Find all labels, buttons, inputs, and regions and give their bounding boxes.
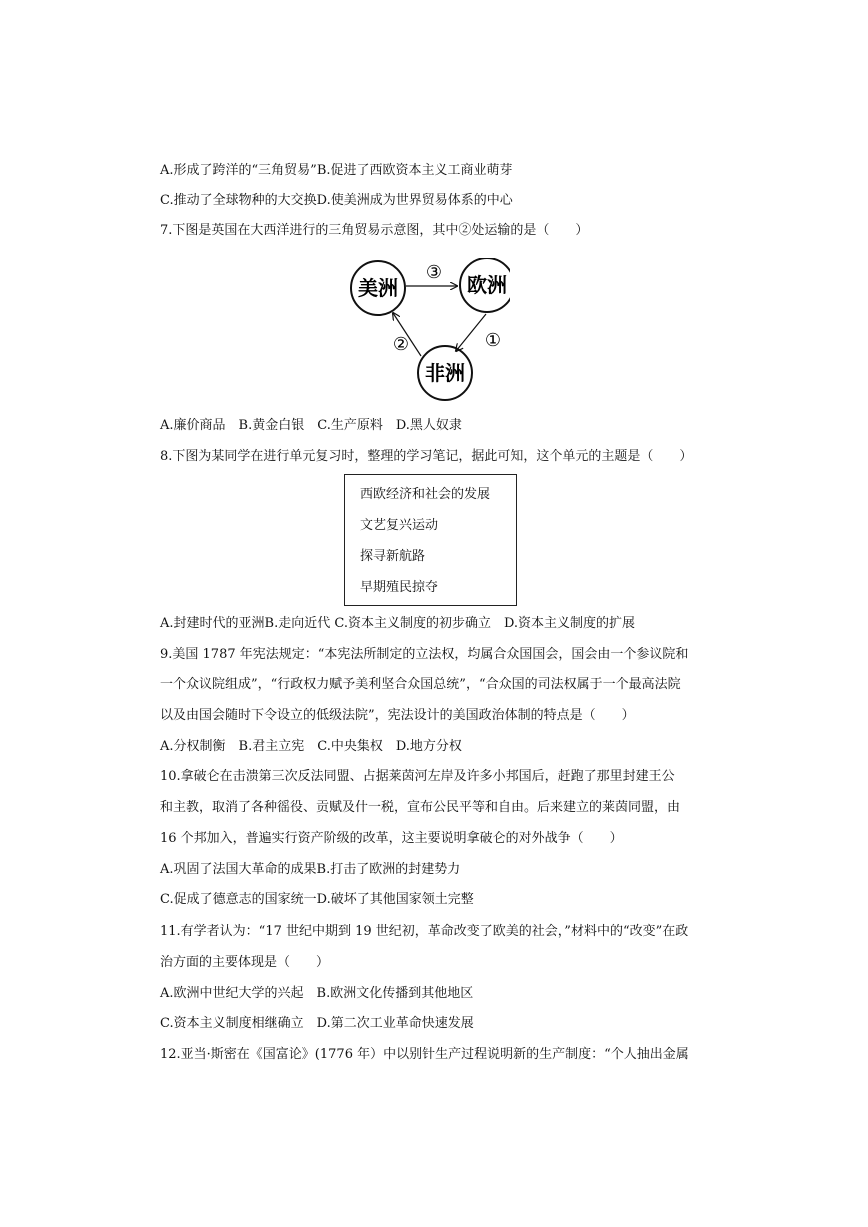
q9-line-3: 以及由国会随时下令设立的低级法院”，宪法设计的美国政治体制的特点是（ ） <box>160 708 635 723</box>
q7-options: A.廉价商品 B.黄金白银 C.生产原料 D.黑人奴隶 <box>160 418 462 433</box>
q9-options: A.分权制衡 B.君主立宪 C.中央集权 D.地方分权 <box>160 739 462 754</box>
note-item: 文艺复兴运动 <box>360 518 439 533</box>
triangle-trade-diagram <box>330 258 510 406</box>
africa-label: 非洲 <box>425 361 465 385</box>
note-item: 西欧经济和社会的发展 <box>360 487 491 502</box>
q9-line-2: 一个众议院组成”，“行政权力赋予美利坚合众国总统”，“合众国的司法权属于一个最高法院 <box>160 677 681 692</box>
q11-options-line-2: C.资本主义制度相继确立 D.第二次工业革命快速发展 <box>160 1016 474 1031</box>
route-label-3: ③ <box>425 262 443 283</box>
q6-options-line-1: A.形成了跨洋的“三角贸易”B.促进了西欧资本主义工商业萌芽 <box>160 163 513 178</box>
q10-line-3: 16 个邦加入，普遍实行资产阶级的改革，这主要说明拿破仑的对外战争（ ） <box>160 831 623 846</box>
route-label-1: ① <box>484 330 502 351</box>
q10-options-line-1: A.巩固了法国大革命的成果B.打击了欧洲的封建势力 <box>160 862 461 877</box>
q9-line-1: 9.美国 1787 年宪法规定：“本宪法所制定的立法权，均属合众国国会，国会由一个参议院和 <box>160 647 689 662</box>
q11-line-1: 11.有学者认为：“17 世纪中期到 19 世纪初，革命改变了欧美的社会，”材料中的“改变”在政 <box>160 924 689 939</box>
q10-line-2: 和主教，取消了各种徭役、贡赋及什一税，宣布公民平等和自由。后来建立的莱茵同盟，由 <box>160 800 681 815</box>
q6-options-line-2: C.推动了全球物种的大交换D.使美洲成为世界贸易体系的中心 <box>160 193 513 208</box>
route-label-2: ② <box>392 334 410 355</box>
study-notes-box <box>344 474 517 606</box>
q11-options-line-1: A.欧洲中世纪大学的兴起 B.欧洲文化传播到其他地区 <box>160 986 474 1001</box>
q10-line-1: 10.拿破仑在击溃第三次反法同盟、占据莱茵河左岸及许多小邦国后，赶跑了那里封建王公 <box>160 769 675 784</box>
note-item: 早期殖民掠夺 <box>360 580 439 595</box>
arrow-europe-to-africa <box>456 314 486 351</box>
q7-stem: 7.下图是英国在大西洋进行的三角贸易示意图，其中②处运输的是（ ） <box>160 223 589 238</box>
q8-options: A.封建时代的亚洲B.走向近代 C.资本主义制度的初步确立 D.资本主义制度的扩展 <box>160 616 636 631</box>
q11-line-2: 治方面的主要体现是（ ） <box>160 955 330 970</box>
q10-options-line-2: C.促成了德意志的国家统一D.破坏了其他国家领土完整 <box>160 892 474 907</box>
note-item: 探寻新航路 <box>360 549 426 564</box>
americas-label: 美洲 <box>358 276 398 300</box>
europe-label: 欧洲 <box>467 273 507 297</box>
q12-line-1: 12.亚当·斯密在《国富论》(1776 年）中以别针生产过程说明新的生产制度：“个人抽出金属 <box>160 1047 689 1062</box>
q8-stem: 8.下图为某同学在进行单元复习时，整理的学习笔记，据此可知，这个单元的主题是（ ） <box>160 449 693 464</box>
